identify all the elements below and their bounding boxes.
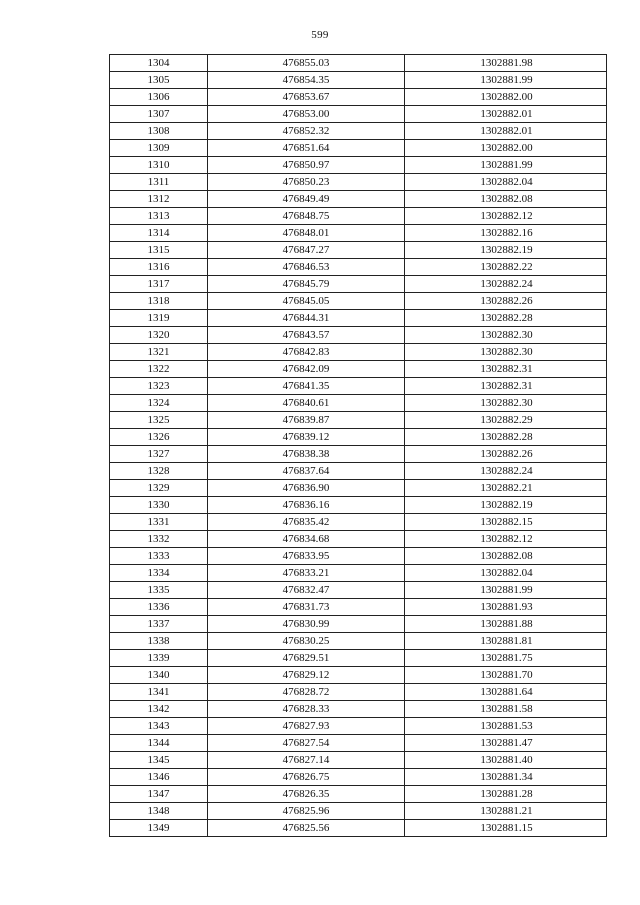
y-coordinate-cell: 1302881.99	[405, 582, 607, 599]
y-coordinate-cell: 1302881.99	[405, 157, 607, 174]
x-coordinate-cell: 476825.96	[208, 803, 405, 820]
point-number-cell: 1341	[110, 684, 208, 701]
x-coordinate-cell: 476850.97	[208, 157, 405, 174]
point-number-cell: 1331	[110, 514, 208, 531]
table-row	[110, 140, 607, 157]
table-row	[110, 106, 607, 123]
y-coordinate-cell: 1302881.28	[405, 786, 607, 803]
point-number-cell: 1318	[110, 293, 208, 310]
table-row	[110, 786, 607, 803]
point-number-cell: 1338	[110, 633, 208, 650]
point-number-cell: 1348	[110, 803, 208, 820]
y-coordinate-cell: 1302882.26	[405, 293, 607, 310]
x-coordinate-cell: 476833.21	[208, 565, 405, 582]
y-coordinate-cell: 1302881.47	[405, 735, 607, 752]
point-number-cell: 1329	[110, 480, 208, 497]
point-number-cell: 1308	[110, 123, 208, 140]
x-coordinate-cell: 476841.35	[208, 378, 405, 395]
point-number-cell: 1322	[110, 361, 208, 378]
point-number-cell: 1337	[110, 616, 208, 633]
table-row	[110, 718, 607, 735]
y-coordinate-cell: 1302881.98	[405, 55, 607, 72]
x-coordinate-cell: 476842.83	[208, 344, 405, 361]
x-coordinate-cell: 476839.87	[208, 412, 405, 429]
table-row	[110, 803, 607, 820]
y-coordinate-cell: 1302882.00	[405, 89, 607, 106]
table-row	[110, 395, 607, 412]
table-row	[110, 820, 607, 837]
x-coordinate-cell: 476835.42	[208, 514, 405, 531]
table-row	[110, 157, 607, 174]
table-row	[110, 412, 607, 429]
point-number-cell: 1325	[110, 412, 208, 429]
point-number-cell: 1349	[110, 820, 208, 837]
table-row	[110, 701, 607, 718]
x-coordinate-cell: 476848.75	[208, 208, 405, 225]
x-coordinate-cell: 476834.68	[208, 531, 405, 548]
page-number: 599	[311, 29, 329, 41]
x-coordinate-cell: 476843.57	[208, 327, 405, 344]
table-row	[110, 463, 607, 480]
y-coordinate-cell: 1302882.30	[405, 395, 607, 412]
x-coordinate-cell: 476854.35	[208, 72, 405, 89]
x-coordinate-cell: 476826.35	[208, 786, 405, 803]
point-number-cell: 1315	[110, 242, 208, 259]
point-number-cell: 1320	[110, 327, 208, 344]
x-coordinate-cell: 476847.27	[208, 242, 405, 259]
x-coordinate-cell: 476839.12	[208, 429, 405, 446]
x-coordinate-cell: 476850.23	[208, 174, 405, 191]
point-number-cell: 1309	[110, 140, 208, 157]
table-row	[110, 55, 607, 72]
table-row	[110, 242, 607, 259]
table-row	[110, 174, 607, 191]
table-row	[110, 276, 607, 293]
y-coordinate-cell: 1302882.16	[405, 225, 607, 242]
table-row	[110, 531, 607, 548]
x-coordinate-cell: 476836.90	[208, 480, 405, 497]
x-coordinate-cell: 476832.47	[208, 582, 405, 599]
point-number-cell: 1336	[110, 599, 208, 616]
x-coordinate-cell: 476849.49	[208, 191, 405, 208]
point-number-cell: 1343	[110, 718, 208, 735]
point-number-cell: 1317	[110, 276, 208, 293]
y-coordinate-cell: 1302882.24	[405, 276, 607, 293]
y-coordinate-cell: 1302881.99	[405, 72, 607, 89]
x-coordinate-cell: 476853.00	[208, 106, 405, 123]
table-row	[110, 259, 607, 276]
x-coordinate-cell: 476837.64	[208, 463, 405, 480]
table-row	[110, 361, 607, 378]
point-number-cell: 1314	[110, 225, 208, 242]
x-coordinate-cell: 476827.54	[208, 735, 405, 752]
point-number-cell: 1326	[110, 429, 208, 446]
x-coordinate-cell: 476836.16	[208, 497, 405, 514]
point-number-cell: 1334	[110, 565, 208, 582]
table-row	[110, 582, 607, 599]
y-coordinate-cell: 1302882.01	[405, 106, 607, 123]
x-coordinate-cell: 476852.32	[208, 123, 405, 140]
x-coordinate-cell: 476829.51	[208, 650, 405, 667]
point-number-cell: 1311	[110, 174, 208, 191]
y-coordinate-cell: 1302882.04	[405, 565, 607, 582]
point-number-cell: 1313	[110, 208, 208, 225]
table-row	[110, 446, 607, 463]
table-row	[110, 548, 607, 565]
y-coordinate-cell: 1302882.04	[405, 174, 607, 191]
table-row	[110, 310, 607, 327]
table-row	[110, 208, 607, 225]
x-coordinate-cell: 476845.05	[208, 293, 405, 310]
point-number-cell: 1333	[110, 548, 208, 565]
y-coordinate-cell: 1302882.26	[405, 446, 607, 463]
table-row	[110, 378, 607, 395]
point-number-cell: 1344	[110, 735, 208, 752]
point-number-cell: 1307	[110, 106, 208, 123]
y-coordinate-cell: 1302882.22	[405, 259, 607, 276]
y-coordinate-cell: 1302881.75	[405, 650, 607, 667]
table-row	[110, 599, 607, 616]
point-number-cell: 1310	[110, 157, 208, 174]
x-coordinate-cell: 476848.01	[208, 225, 405, 242]
table-row	[110, 735, 607, 752]
point-number-cell: 1346	[110, 769, 208, 786]
y-coordinate-cell: 1302881.70	[405, 667, 607, 684]
y-coordinate-cell: 1302881.58	[405, 701, 607, 718]
table-row	[110, 480, 607, 497]
table-row	[110, 633, 607, 650]
point-number-cell: 1347	[110, 786, 208, 803]
table-row	[110, 327, 607, 344]
point-number-cell: 1304	[110, 55, 208, 72]
table-row	[110, 667, 607, 684]
coordinates-table	[109, 54, 607, 837]
table-row	[110, 293, 607, 310]
table-row	[110, 225, 607, 242]
x-coordinate-cell: 476826.75	[208, 769, 405, 786]
y-coordinate-cell: 1302882.24	[405, 463, 607, 480]
table-row	[110, 650, 607, 667]
point-number-cell: 1319	[110, 310, 208, 327]
y-coordinate-cell: 1302881.15	[405, 820, 607, 837]
x-coordinate-cell: 476853.67	[208, 89, 405, 106]
y-coordinate-cell: 1302881.53	[405, 718, 607, 735]
y-coordinate-cell: 1302882.08	[405, 548, 607, 565]
y-coordinate-cell: 1302882.12	[405, 531, 607, 548]
y-coordinate-cell: 1302881.81	[405, 633, 607, 650]
x-coordinate-cell: 476831.73	[208, 599, 405, 616]
y-coordinate-cell: 1302882.28	[405, 429, 607, 446]
x-coordinate-cell: 476833.95	[208, 548, 405, 565]
point-number-cell: 1330	[110, 497, 208, 514]
y-coordinate-cell: 1302882.28	[405, 310, 607, 327]
table-row	[110, 514, 607, 531]
x-coordinate-cell: 476827.93	[208, 718, 405, 735]
y-coordinate-cell: 1302881.21	[405, 803, 607, 820]
point-number-cell: 1342	[110, 701, 208, 718]
y-coordinate-cell: 1302882.29	[405, 412, 607, 429]
point-number-cell: 1305	[110, 72, 208, 89]
x-coordinate-cell: 476829.12	[208, 667, 405, 684]
y-coordinate-cell: 1302882.01	[405, 123, 607, 140]
point-number-cell: 1323	[110, 378, 208, 395]
table-row	[110, 344, 607, 361]
table-row	[110, 684, 607, 701]
y-coordinate-cell: 1302881.64	[405, 684, 607, 701]
table-row	[110, 89, 607, 106]
y-coordinate-cell: 1302881.40	[405, 752, 607, 769]
x-coordinate-cell: 476838.38	[208, 446, 405, 463]
y-coordinate-cell: 1302882.15	[405, 514, 607, 531]
x-coordinate-cell: 476851.64	[208, 140, 405, 157]
x-coordinate-cell: 476842.09	[208, 361, 405, 378]
x-coordinate-cell: 476827.14	[208, 752, 405, 769]
y-coordinate-cell: 1302882.30	[405, 327, 607, 344]
table-row	[110, 565, 607, 582]
table-row	[110, 769, 607, 786]
point-number-cell: 1327	[110, 446, 208, 463]
x-coordinate-cell: 476830.99	[208, 616, 405, 633]
y-coordinate-cell: 1302881.88	[405, 616, 607, 633]
table-row	[110, 497, 607, 514]
x-coordinate-cell: 476845.79	[208, 276, 405, 293]
x-coordinate-cell: 476846.53	[208, 259, 405, 276]
y-coordinate-cell: 1302882.30	[405, 344, 607, 361]
point-number-cell: 1335	[110, 582, 208, 599]
point-number-cell: 1321	[110, 344, 208, 361]
y-coordinate-cell: 1302881.34	[405, 769, 607, 786]
table-row	[110, 72, 607, 89]
x-coordinate-cell: 476830.25	[208, 633, 405, 650]
y-coordinate-cell: 1302882.00	[405, 140, 607, 157]
x-coordinate-cell: 476828.33	[208, 701, 405, 718]
point-number-cell: 1340	[110, 667, 208, 684]
point-number-cell: 1306	[110, 89, 208, 106]
y-coordinate-cell: 1302882.19	[405, 497, 607, 514]
table-row	[110, 616, 607, 633]
point-number-cell: 1324	[110, 395, 208, 412]
x-coordinate-cell: 476855.03	[208, 55, 405, 72]
point-number-cell: 1345	[110, 752, 208, 769]
y-coordinate-cell: 1302882.31	[405, 378, 607, 395]
x-coordinate-cell: 476844.31	[208, 310, 405, 327]
y-coordinate-cell: 1302882.31	[405, 361, 607, 378]
table-row	[110, 191, 607, 208]
point-number-cell: 1339	[110, 650, 208, 667]
x-coordinate-cell: 476825.56	[208, 820, 405, 837]
x-coordinate-cell: 476840.61	[208, 395, 405, 412]
y-coordinate-cell: 1302882.21	[405, 480, 607, 497]
coordinates-table-body	[110, 55, 607, 837]
y-coordinate-cell: 1302882.12	[405, 208, 607, 225]
y-coordinate-cell: 1302882.08	[405, 191, 607, 208]
table-row	[110, 429, 607, 446]
point-number-cell: 1328	[110, 463, 208, 480]
point-number-cell: 1312	[110, 191, 208, 208]
x-coordinate-cell: 476828.72	[208, 684, 405, 701]
y-coordinate-cell: 1302882.19	[405, 242, 607, 259]
table-row	[110, 752, 607, 769]
table-row	[110, 123, 607, 140]
point-number-cell: 1332	[110, 531, 208, 548]
y-coordinate-cell: 1302881.93	[405, 599, 607, 616]
point-number-cell: 1316	[110, 259, 208, 276]
